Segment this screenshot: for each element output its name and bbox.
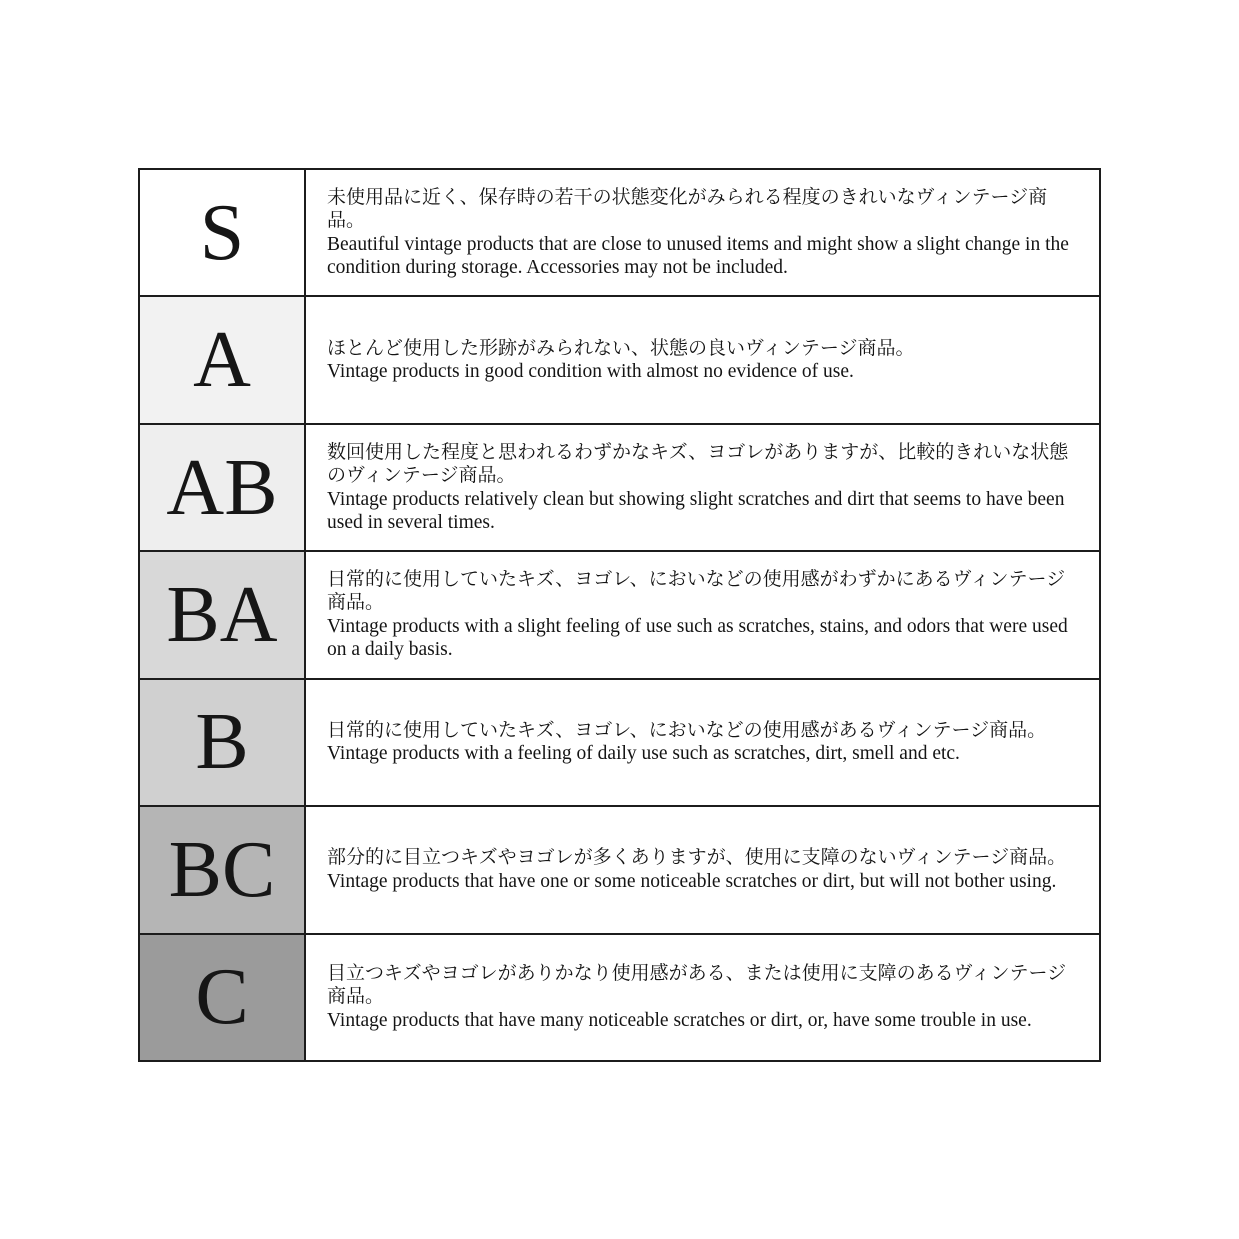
description-japanese: 日常的に使用していたキズ、ヨゴレ、においなどの使用感がわずかにあるヴィンテージ商品。 (327, 568, 1066, 614)
grade-letter: C (195, 953, 249, 1042)
table-row-a (140, 295, 1099, 422)
condition-grade-table (138, 168, 1101, 1062)
description-english: Vintage products with a feeling of daily use such as scratches, dirt, smell and etc. (327, 743, 960, 765)
description-cell (306, 935, 1099, 1060)
grade-cell-a (140, 297, 306, 422)
description-japanese: 数回使用した程度と思われるわずかなキズ、ヨゴレがありますが、比較的きれいな状態のヴィンテージ商品。 (327, 441, 1069, 487)
grade-cell-b (140, 680, 306, 805)
description-english: Vintage products in good condition with almost no evidence of use. (327, 361, 854, 383)
description-english: Vintage products that have one or some noticeable scratches or dirt, but will not bother using. (327, 870, 1057, 892)
description-cell (306, 807, 1099, 932)
description-japanese: 未使用品に近く、保存時の若干の状態変化がみられる程度のきれいなヴィンテージ商品。 (327, 186, 1048, 232)
grade-cell-c (140, 935, 306, 1060)
grade-cell-ab (140, 425, 306, 550)
table-row-c (140, 933, 1099, 1060)
description-english: Vintage products with a slight feeling of use such as scratches, stains, and odors that were used on a daily basis. (327, 615, 1068, 661)
description-cell (306, 170, 1099, 295)
description-english: Vintage products that have many noticeable scratches or dirt, or, have some trouble in use. (327, 1009, 1032, 1031)
grade-letter: A (193, 316, 251, 405)
table-row-ab (140, 423, 1099, 550)
grade-letter: B (195, 698, 249, 787)
grade-letter: AB (166, 443, 278, 532)
description-cell (306, 297, 1099, 422)
description-cell (306, 552, 1099, 677)
grade-letter: BC (168, 825, 276, 914)
description-japanese: ほとんど使用した形跡がみられない、状態の良いヴィンテージ商品。 (327, 337, 915, 359)
description-cell (306, 680, 1099, 805)
grade-cell-ba (140, 552, 306, 677)
description-cell (306, 425, 1099, 550)
description-japanese: 目立つキズやヨゴレがありかなり使用感がある、または使用に支障のあるヴィンテージ商品。 (327, 962, 1067, 1008)
description-japanese: 部分的に目立つキズやヨゴレが多くありますが、使用に支障のないヴィンテージ商品。 (327, 847, 1067, 869)
description-english: Vintage products relatively clean but showing slight scratches and dirt that seems to have been used in several times. (327, 488, 1065, 534)
description-japanese: 日常的に使用していたキズ、ヨゴレ、においなどの使用感があるヴィンテージ商品。 (327, 719, 1047, 741)
grade-letter: BA (166, 570, 278, 659)
table-row-bc (140, 805, 1099, 932)
grade-cell-s (140, 170, 306, 295)
description-english: Beautiful vintage products that are close to unused items and might show a slight change in the condition during storage. Accessories may not be included. (327, 233, 1069, 279)
table-row-ba (140, 550, 1099, 677)
table-row-b (140, 678, 1099, 805)
table-row-s (140, 170, 1099, 295)
grade-letter: S (199, 188, 245, 277)
grade-cell-bc (140, 807, 306, 932)
